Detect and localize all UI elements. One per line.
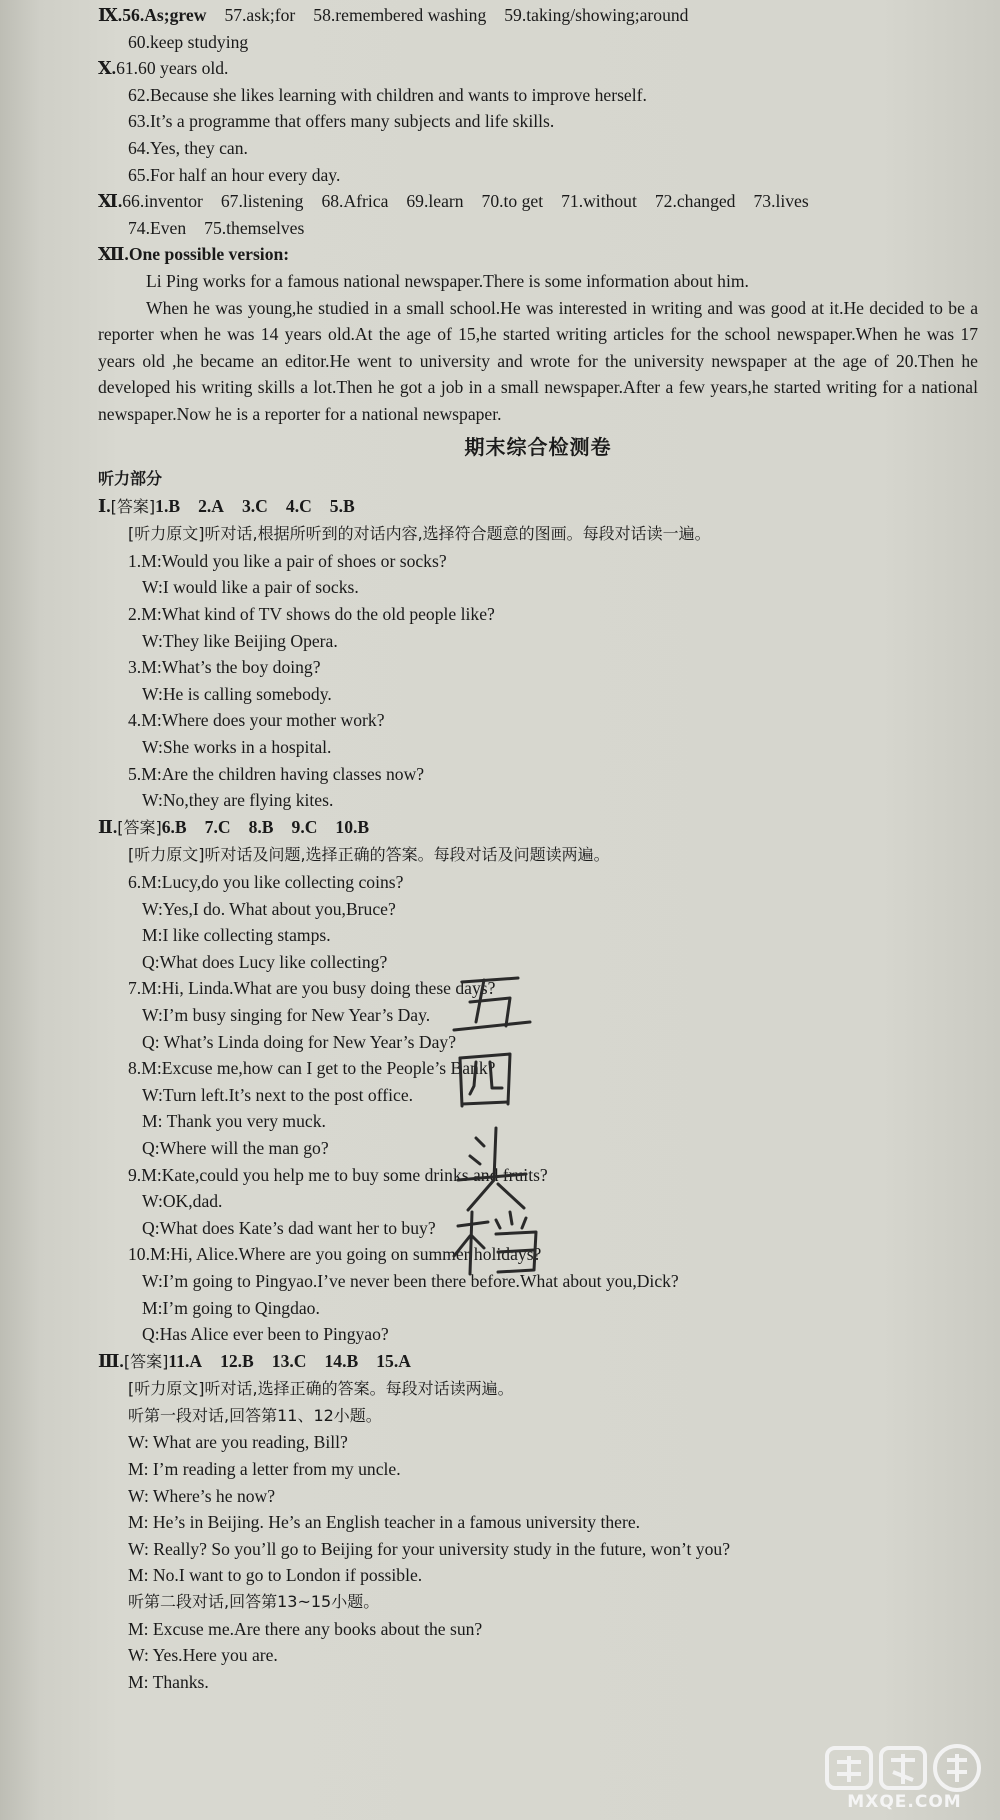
answer-item: 63.It’s a programme that offers many subjects and life skills. <box>128 111 555 132</box>
dialogue-text: W:Turn left.It’s next to the post office. <box>142 1084 414 1105</box>
answer-line <box>98 108 978 135</box>
answer-line <box>98 162 978 189</box>
part-1-answers <box>98 493 978 521</box>
dialogue-text: Q: What’s Linda doing for New Year’s Day? <box>142 1031 457 1052</box>
section-x <box>98 55 978 82</box>
dialogue-text: M: No.I want to go to London if possible. <box>128 1565 423 1586</box>
dialogue-text: 1.M:Would you like a pair of shoes or socks? <box>128 550 447 571</box>
part-label: Ⅰ. <box>98 495 111 516</box>
dialogue-line <box>98 1536 978 1563</box>
answer-item: 73.lives <box>753 191 809 212</box>
dialogue-text: Q:Has Alice ever been to Pingyao? <box>142 1324 389 1345</box>
dialogue-line <box>98 1456 978 1483</box>
section-ix-cont <box>98 29 978 56</box>
dialogue-text: 2.M:What kind of TV shows do the old people like? <box>128 604 495 625</box>
watermark-logo <box>817 1742 992 1812</box>
exam-title: 期末综合检测卷 <box>464 434 612 459</box>
answer-item: 9.C <box>291 816 318 837</box>
dialogue-text: W: Yes.Here you are. <box>128 1645 278 1666</box>
dialogue-text: 10.M:Hi, Alice.Where are you going on summer holidays? <box>128 1244 542 1265</box>
part-label: Ⅱ. <box>98 816 118 837</box>
dialogue-line <box>98 1642 978 1669</box>
dialogue-text: 4.M:Where does your mother work? <box>128 710 385 731</box>
dialogue-text: Q:What does Kate’s dad want her to buy? <box>142 1217 436 1238</box>
section-label: Ⅸ. <box>98 5 123 25</box>
answer-item: 5.B <box>329 495 355 516</box>
dialogue-line <box>98 922 978 949</box>
dialogue-text: W:They like Beijing Opera. <box>142 630 338 651</box>
answer-tag: [答案] <box>117 817 162 837</box>
dialogue-intro: 听第二段对话,回答第13~15小题。 <box>128 1592 380 1612</box>
dialogue-text: Q:What does Lucy like collecting? <box>142 951 388 972</box>
dialogue-text: M: Excuse me.Are there any books about the sun? <box>128 1618 483 1639</box>
dialogue-line <box>98 869 978 896</box>
dialogue-text: 8.M:Excuse me,how can I get to the People’s Bank? <box>128 1058 496 1079</box>
answer-item: 6.B <box>161 816 187 837</box>
answer-item: 70.to get <box>481 191 544 212</box>
answer-item: 3.C <box>241 495 268 516</box>
dialogue-text: 9.M:Kate,could you help me to buy some drinks and fruits? <box>128 1164 548 1185</box>
dialogue-text: W:Yes,I do. What about you,Bruce? <box>142 898 396 919</box>
answer-item: 66.inventor <box>122 191 203 212</box>
script-tag: [听力原文] <box>128 845 205 865</box>
dialogue-line <box>98 1616 978 1643</box>
answer-tag: [答案] <box>110 496 156 516</box>
dialogue-line <box>98 761 978 788</box>
answer-item: 60.keep studying <box>128 31 249 52</box>
answer-item: 56.As;grew <box>122 5 207 25</box>
dialogue-text: W:No,they are flying kites. <box>142 790 334 811</box>
answer-item: 61.60 years old. <box>116 58 229 79</box>
part-3-answers <box>98 1348 978 1376</box>
dialogue-text: W:I’m busy singing for New Year’s Day. <box>142 1004 431 1025</box>
dialogue-text: 6.M:Lucy,do you like collecting coins? <box>128 872 404 892</box>
dialogue-line <box>98 1295 978 1322</box>
dialogue-line <box>98 787 978 814</box>
watermark-icon <box>817 1742 992 1792</box>
section-xii-label: Ⅻ.One possible version: <box>98 244 290 265</box>
dialogue-text: W: Where’s he now? <box>128 1485 276 1506</box>
dialogue-text: M:I’m going to Qingdao. <box>142 1297 320 1318</box>
answer-item: 11.A <box>168 1350 203 1371</box>
dialogue-line <box>98 574 978 601</box>
dialogue-line <box>98 1669 978 1696</box>
answer-item: 7.C <box>204 816 231 837</box>
dialogue-line <box>98 734 978 761</box>
watermark-text: MXQE.COM <box>847 1792 962 1812</box>
dialogue-line <box>98 1509 978 1536</box>
answer-item: 10.B <box>335 816 370 837</box>
essay-paragraph: Li Ping works for a famous national newspaper.There is some information about him. <box>146 270 749 291</box>
dialogue-text: W:She works in a hospital. <box>142 737 332 758</box>
answer-item: 65.For half an hour every day. <box>128 164 341 185</box>
answer-item: 14.B <box>324 1350 359 1371</box>
answer-item: 13.C <box>271 1350 307 1371</box>
instruction-text: 听对话,根据所听到的对话内容,选择符合题意的图画。每段对话读一遍。 <box>204 524 711 544</box>
dialogue-text: W:He is calling somebody. <box>142 683 332 704</box>
dialogue-text: M: He’s in Beijing. He’s an English teacher in a famous university there. <box>128 1512 641 1533</box>
section-label: Ⅹ. <box>98 58 117 79</box>
dialogue-text: M: I’m reading a letter from my uncle. <box>128 1459 401 1480</box>
dialogue-text: Q:Where will the man go? <box>142 1137 329 1158</box>
section-xi <box>98 188 978 215</box>
answer-item: 64.Yes, they can. <box>128 137 248 158</box>
answer-item: 12.B <box>220 1350 254 1371</box>
instruction-text: 听对话,选择正确的答案。每段对话读两遍。 <box>204 1379 514 1399</box>
answer-item: 2.A <box>198 495 224 516</box>
answer-tag: [答案] <box>123 1351 169 1371</box>
essay-paragraph: When he was young,he studied in a small school.He was interested in writing and was good at it.He decided to be a reporter when he was 14 years old.At the age of 15,he started writing articles for the school newspaper.When he was 17 years old ,he became an editor.He went to university and wrote for the university newspaper at the age of 20.Then he developed his writing skills a lot.Then he got a job in a small newspaper.After a few years,he started writing for a national newspaper.Now he is a reporter for a national newspaper. <box>98 297 978 424</box>
dialogue-text: M:I like collecting stamps. <box>142 925 331 946</box>
part-2-answers <box>98 814 978 842</box>
dialogue-line <box>98 1429 978 1456</box>
dialogue-line <box>98 707 978 734</box>
section-ix <box>98 2 978 29</box>
answer-item: 4.C <box>285 495 312 516</box>
dialogue-line <box>98 654 978 681</box>
answer-item: 58.remembered washing <box>313 5 487 25</box>
answer-item: 15.A <box>376 1350 411 1371</box>
part-label: Ⅲ. <box>98 1350 124 1371</box>
dialogue-line <box>98 1483 978 1510</box>
part-1-instruction <box>98 520 978 548</box>
answer-item: 68.Africa <box>321 191 389 212</box>
answer-item: 74.Even <box>128 217 187 238</box>
script-tag: [听力原文] <box>128 524 205 544</box>
dialogue-line <box>98 601 978 628</box>
answer-item: 62.Because she likes learning with children and wants to improve herself. <box>128 84 647 105</box>
dialogue-line <box>98 1562 978 1589</box>
answer-item: 8.B <box>248 816 274 837</box>
dialogue-text: W: What are you reading, Bill? <box>128 1432 348 1453</box>
answer-item: 72.changed <box>654 191 736 212</box>
dialogue-text: W:I’m going to Pingyao.I’ve never been there before.What about you,Dick? <box>142 1270 679 1291</box>
instruction-text: 听对话及问题,选择正确的答案。每段对话及问题读两遍。 <box>204 845 610 865</box>
dialogue-intro: 听第一段对话,回答第11、12小题。 <box>128 1405 382 1425</box>
dialogue-text: 5.M:Are the children having classes now? <box>128 763 425 784</box>
script-tag: [听力原文] <box>128 1379 205 1399</box>
dialogue-text: W:I would like a pair of socks. <box>142 577 359 598</box>
dialogue-text: W: Really? So you’ll go to Beijing for your university study in the future, won’t you? <box>128 1538 731 1559</box>
listening-title: 听力部分 <box>98 469 163 489</box>
dialogue-line <box>98 1321 978 1348</box>
handwriting-mark <box>440 970 560 1280</box>
dialogue-text: M: Thank you very muck. <box>142 1111 326 1132</box>
answer-line <box>98 135 978 162</box>
section-xi-cont <box>98 215 978 242</box>
answer-item: 67.listening <box>220 191 304 212</box>
part-3-instruction <box>98 1375 978 1403</box>
dialogue-text: M: Thanks. <box>128 1671 209 1692</box>
answer-item: 59.taking/showing;around <box>504 5 689 25</box>
dialogue-line <box>98 548 978 575</box>
answer-item: 57.ask;for <box>224 5 296 25</box>
dialogue-line <box>98 628 978 655</box>
dialogue-text: W:OK,dad. <box>142 1191 223 1212</box>
answer-key <box>98 2 978 1695</box>
dialogue-text: 3.M:What’s the boy doing? <box>128 657 321 678</box>
answer-item: 69.learn <box>406 191 464 212</box>
answer-item: 1.B <box>155 495 181 516</box>
section-label: Ⅺ. <box>98 191 123 212</box>
dialogue-text: 7.M:Hi, Linda.What are you busy doing these days? <box>128 978 496 999</box>
answer-item: 75.themselves <box>204 217 305 238</box>
dialogue-line <box>98 896 978 923</box>
part-2-instruction <box>98 841 978 869</box>
answer-item: 71.without <box>561 191 637 212</box>
dialogue-line <box>98 681 978 708</box>
answer-line <box>98 82 978 109</box>
